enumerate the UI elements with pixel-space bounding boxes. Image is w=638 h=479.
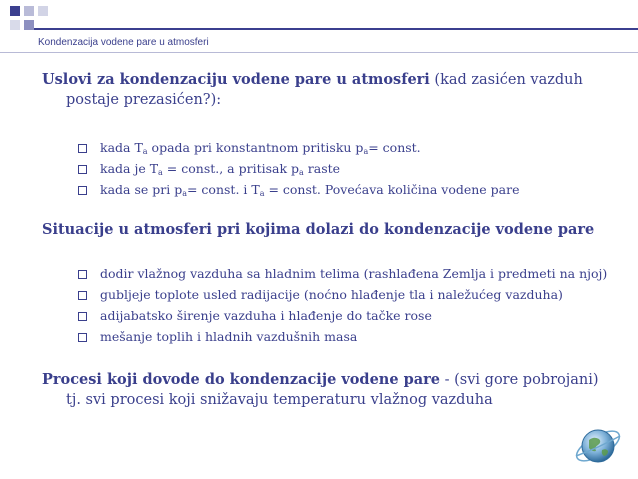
globe-icon	[572, 420, 624, 472]
checkbox-bullet-icon	[78, 186, 87, 195]
list-item: gubljeje toplote usled radijacije (noćno hlađenje tla i naležućeg vazduha)	[78, 285, 607, 306]
checkbox-bullet-icon	[78, 144, 87, 153]
list-item: adijabatsko širenje vazduha i hlađenje do tačke rose	[78, 306, 607, 327]
corner-square	[38, 6, 48, 16]
conditions-list	[78, 138, 520, 201]
list-item: kada se pri $p_a=$ const. i $T_a$ = const. Povećava količina vodene pare	[78, 180, 520, 201]
section-situations	[42, 220, 594, 240]
section-conditions-title: Uslovi za kondenzaciju vodene pare u atmosferi	[42, 71, 430, 88]
corner-square	[24, 20, 34, 30]
situations-list	[78, 264, 607, 348]
header-rule	[34, 28, 638, 30]
checkbox-bullet-icon	[78, 312, 87, 321]
corner-square	[10, 6, 20, 16]
slide-header: Kondenzacija vodene pare u atmosferi	[38, 37, 209, 48]
checkbox-bullet-icon	[78, 291, 87, 300]
section-processes-line2: tj. svi procesi koji snižavaju temperaturu vlažnog vazduha	[66, 392, 493, 408]
section-conditions-rest: (kad zasićen vazduh	[429, 72, 583, 88]
corner-square	[10, 20, 20, 30]
section-situations-title: Situacije u atmosferi pri kojima dolazi do kondenzacije vodene pare	[42, 221, 595, 238]
section-processes-line1	[42, 370, 599, 390]
checkbox-bullet-icon	[78, 165, 87, 174]
header-separator	[0, 52, 638, 53]
section-conditions-line2: postaje prezasićen?):	[66, 92, 222, 108]
section-processes-rest: - (svi gore pobrojani)	[440, 372, 599, 388]
checkbox-bullet-icon	[78, 270, 87, 279]
section-conditions-line1	[42, 70, 583, 90]
list-item: dodir vlažnog vazduha sa hladnim telima (rashlađena Zemlja i predmeti na njoj)	[78, 264, 607, 285]
list-item: kada je $T_a$ = const., a pritisak $p_a$ raste	[78, 159, 520, 180]
section-conditions	[42, 70, 583, 110]
list-item: kada $T_a$ opada pri konstantnom pritisku $p_a=$ const.	[78, 138, 520, 159]
checkbox-bullet-icon	[78, 333, 87, 342]
section-processes-title: Procesi koji dovode do kondenzacije vodene pare	[42, 371, 441, 388]
list-item: mešanje toplih i hladnih vazdušnih masa	[78, 327, 607, 348]
corner-square	[24, 6, 34, 16]
section-processes	[42, 370, 599, 410]
